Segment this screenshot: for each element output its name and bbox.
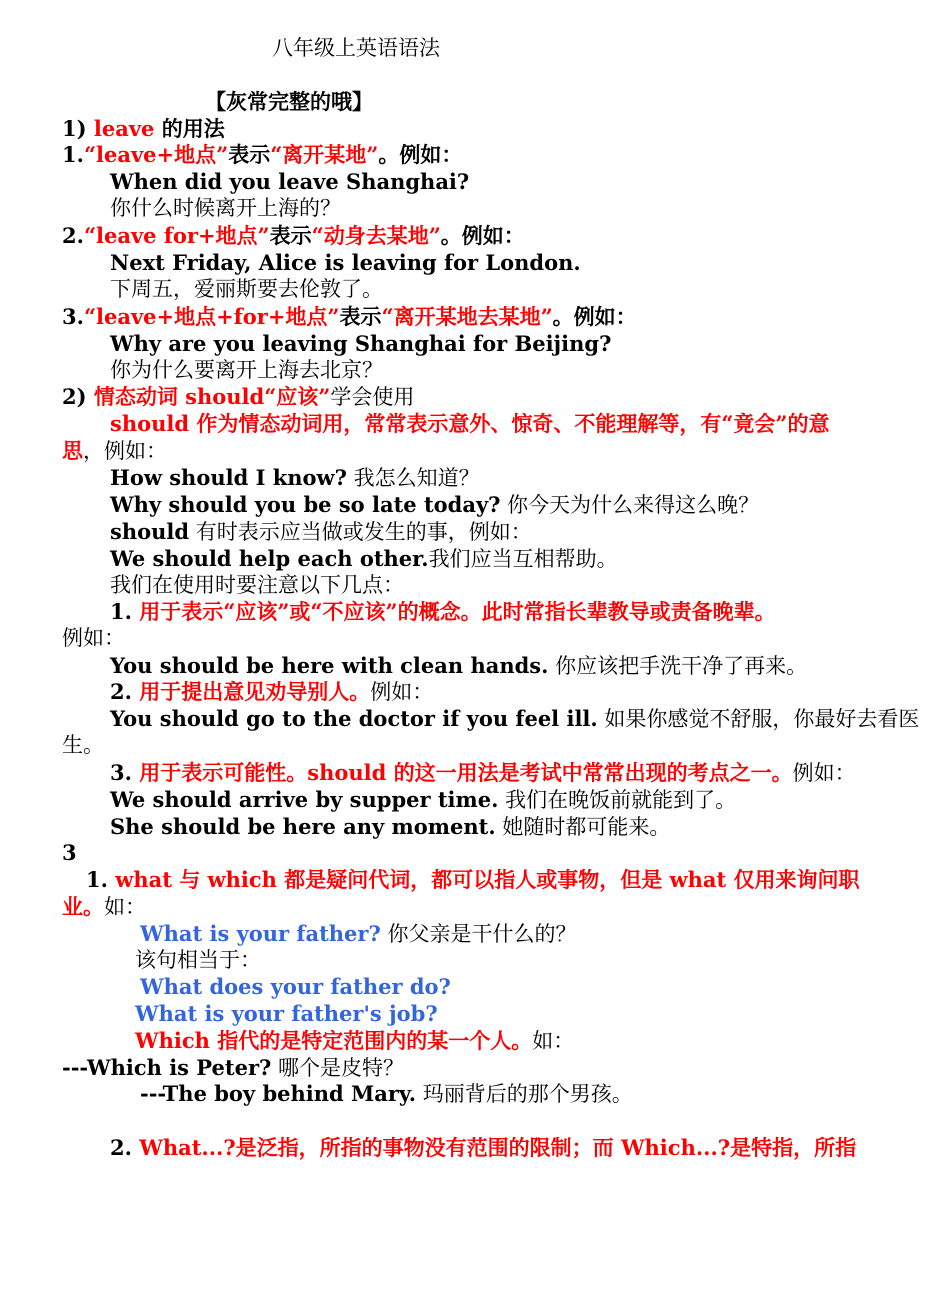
example-cn: 你今天为什么来得这么晚？ (507, 493, 760, 517)
section-number: 2) (62, 384, 87, 409)
s3-point-2 (110, 1134, 856, 1161)
example-cn: 她随时都可能来。 (502, 815, 671, 839)
meaning: “动身去某地” (311, 223, 441, 248)
example-cn: 你什么时候离开上海的？ (110, 196, 341, 220)
example-line (110, 786, 736, 814)
note-text: 有时表示应当做或发生的事，例如： (195, 520, 532, 544)
keyword: leave (93, 116, 155, 141)
point-tail: 例如： (792, 761, 856, 785)
item-number: 3. (62, 304, 84, 329)
section-number: 1) (62, 116, 87, 141)
item-number: 2. (62, 223, 84, 248)
pattern: “leave for+地点” (83, 223, 270, 248)
example-en: You should be here with clean hands. (110, 653, 549, 678)
heading-text: 的用法 (161, 116, 225, 141)
meaning: “离开某地” (270, 142, 379, 167)
example-en: You should go to the doctor if you feel ill. (110, 706, 598, 731)
point-tail: 如： (104, 895, 146, 919)
example-line (110, 464, 480, 492)
dialogue-line (140, 1080, 633, 1108)
dialogue-cn: 哪个是皮特？ (278, 1056, 405, 1080)
example-cn: 如果你感觉不舒服，你最好去看医 (604, 707, 920, 731)
pattern: “leave+地点” (83, 142, 229, 167)
example-en: We should arrive by supper time. (110, 787, 499, 812)
doc-title: 八年级上英语语法 (272, 36, 440, 60)
should-intro-line2 (62, 437, 167, 465)
heading-text: 学会使用 (330, 385, 415, 409)
s3-point-1-line1 (86, 866, 860, 893)
example-en: Why should you be so late today? (110, 492, 501, 517)
note-line (110, 518, 532, 546)
point-text: 业。 (62, 894, 104, 919)
example-en: Next Friday, Alice is leaving for London. (110, 250, 581, 275)
connector: 表示 (339, 304, 382, 329)
point-tail: 例如： (370, 680, 434, 704)
attention-line: 我们在使用时要注意以下几点： (110, 573, 404, 597)
usage-item-3 (62, 303, 637, 330)
example-line (110, 545, 618, 573)
intro-tail: ，例如： (83, 439, 167, 463)
section-1-heading (62, 115, 225, 142)
example-en: When did you leave Shanghai? (110, 169, 470, 194)
example-en: She should be here any moment. (110, 814, 496, 839)
equivalent-note: 该句相当于： (135, 948, 261, 972)
example-line (110, 491, 759, 519)
example-line (140, 920, 576, 948)
example-cn: 你应该把手洗干净了再来。 (555, 654, 808, 678)
point-text: 用于提出意见劝导别人。 (139, 679, 371, 704)
which-text: Which 指代的是特定范围内的某一个人。 (135, 1028, 533, 1053)
should-intro-line1: should 作为情态动词用，常常表示意外、惊奇、不能理解等，有“竟会”的意 (110, 411, 830, 436)
example-lead: 。例如： (440, 223, 525, 248)
point-text: 用于表示可能性。should 的这一用法是考试中常常出现的考点之一。 (139, 760, 793, 785)
item-number: 2. (110, 679, 132, 704)
note-keyword: should (110, 519, 190, 544)
example-en: What is your father's job? (135, 1001, 438, 1026)
section-2-heading (62, 383, 414, 411)
dialogue-en: ---The boy behind Mary. (140, 1081, 417, 1106)
example-en: How should I know? (110, 465, 347, 490)
item-number: 3. (110, 760, 132, 785)
item-number: 1. (62, 142, 84, 167)
usage-item-2 (62, 222, 525, 249)
item-number: 2. (110, 1135, 132, 1160)
heading-keyword: 情态动词 should“应该” (93, 384, 331, 409)
point-1 (110, 598, 776, 625)
dialogue-en: ---Which is Peter? (62, 1055, 272, 1080)
example-lead: 。例如： (378, 142, 463, 167)
item-number: 1. (110, 599, 132, 624)
example-line (110, 705, 919, 733)
example-cn: 下周五，爱丽斯要去伦敦了。 (110, 277, 383, 301)
example-lead: 。例如： (552, 304, 637, 329)
which-note (135, 1027, 574, 1055)
item-number: 1. (86, 867, 108, 892)
example-line (110, 652, 807, 680)
meaning: “离开某地去某地” (381, 304, 553, 329)
usage-item-1 (62, 141, 462, 168)
doc-subtitle: 【灰常完整的哦】 (205, 89, 373, 114)
connector: 表示 (228, 142, 271, 167)
point-3 (110, 759, 856, 787)
example-en: We should help each other. (110, 546, 429, 571)
example-cn: 我们应当互相帮助。 (428, 547, 618, 571)
point-text: what 与 which 都是疑问代词，都可以指人或事物，但是 what 仅用来询问职 (115, 867, 860, 892)
example-line (110, 813, 670, 841)
s3-point-1-line2 (62, 893, 146, 921)
which-tail: 如： (532, 1029, 575, 1053)
example-cn: 我们在晚饭前就能到了。 (505, 788, 737, 812)
example-cn-wrap: 生。 (62, 733, 104, 757)
dialogue-cn: 玛丽背后的那个男孩。 (422, 1082, 633, 1106)
point-2 (110, 678, 433, 706)
section-3-heading: 3 (62, 840, 77, 865)
intro-red: 思 (62, 438, 83, 463)
connector: 表示 (269, 223, 312, 248)
pattern: “leave+地点+for+地点” (83, 304, 340, 329)
example-cn: 你父亲是干什么的？ (387, 922, 577, 946)
example-cn: 我怎么知道？ (353, 466, 480, 490)
point-1-tail: 例如： (62, 626, 125, 650)
example-en: What does your father do? (140, 974, 451, 999)
dialogue-line (62, 1054, 404, 1082)
example-en: Why are you leaving Shanghai for Beijing? (110, 331, 612, 356)
example-cn: 你为什么要离开上海去北京？ (110, 358, 383, 382)
point-text: What...?是泛指，所指的事物没有范围的限制；而 Which...?是特指，所指 (139, 1135, 857, 1160)
example-en: What is your father? (140, 921, 381, 946)
point-text: 用于表示“应该”或“不应该”的概念。此时常指长辈教导或责备晚辈。 (139, 599, 776, 624)
